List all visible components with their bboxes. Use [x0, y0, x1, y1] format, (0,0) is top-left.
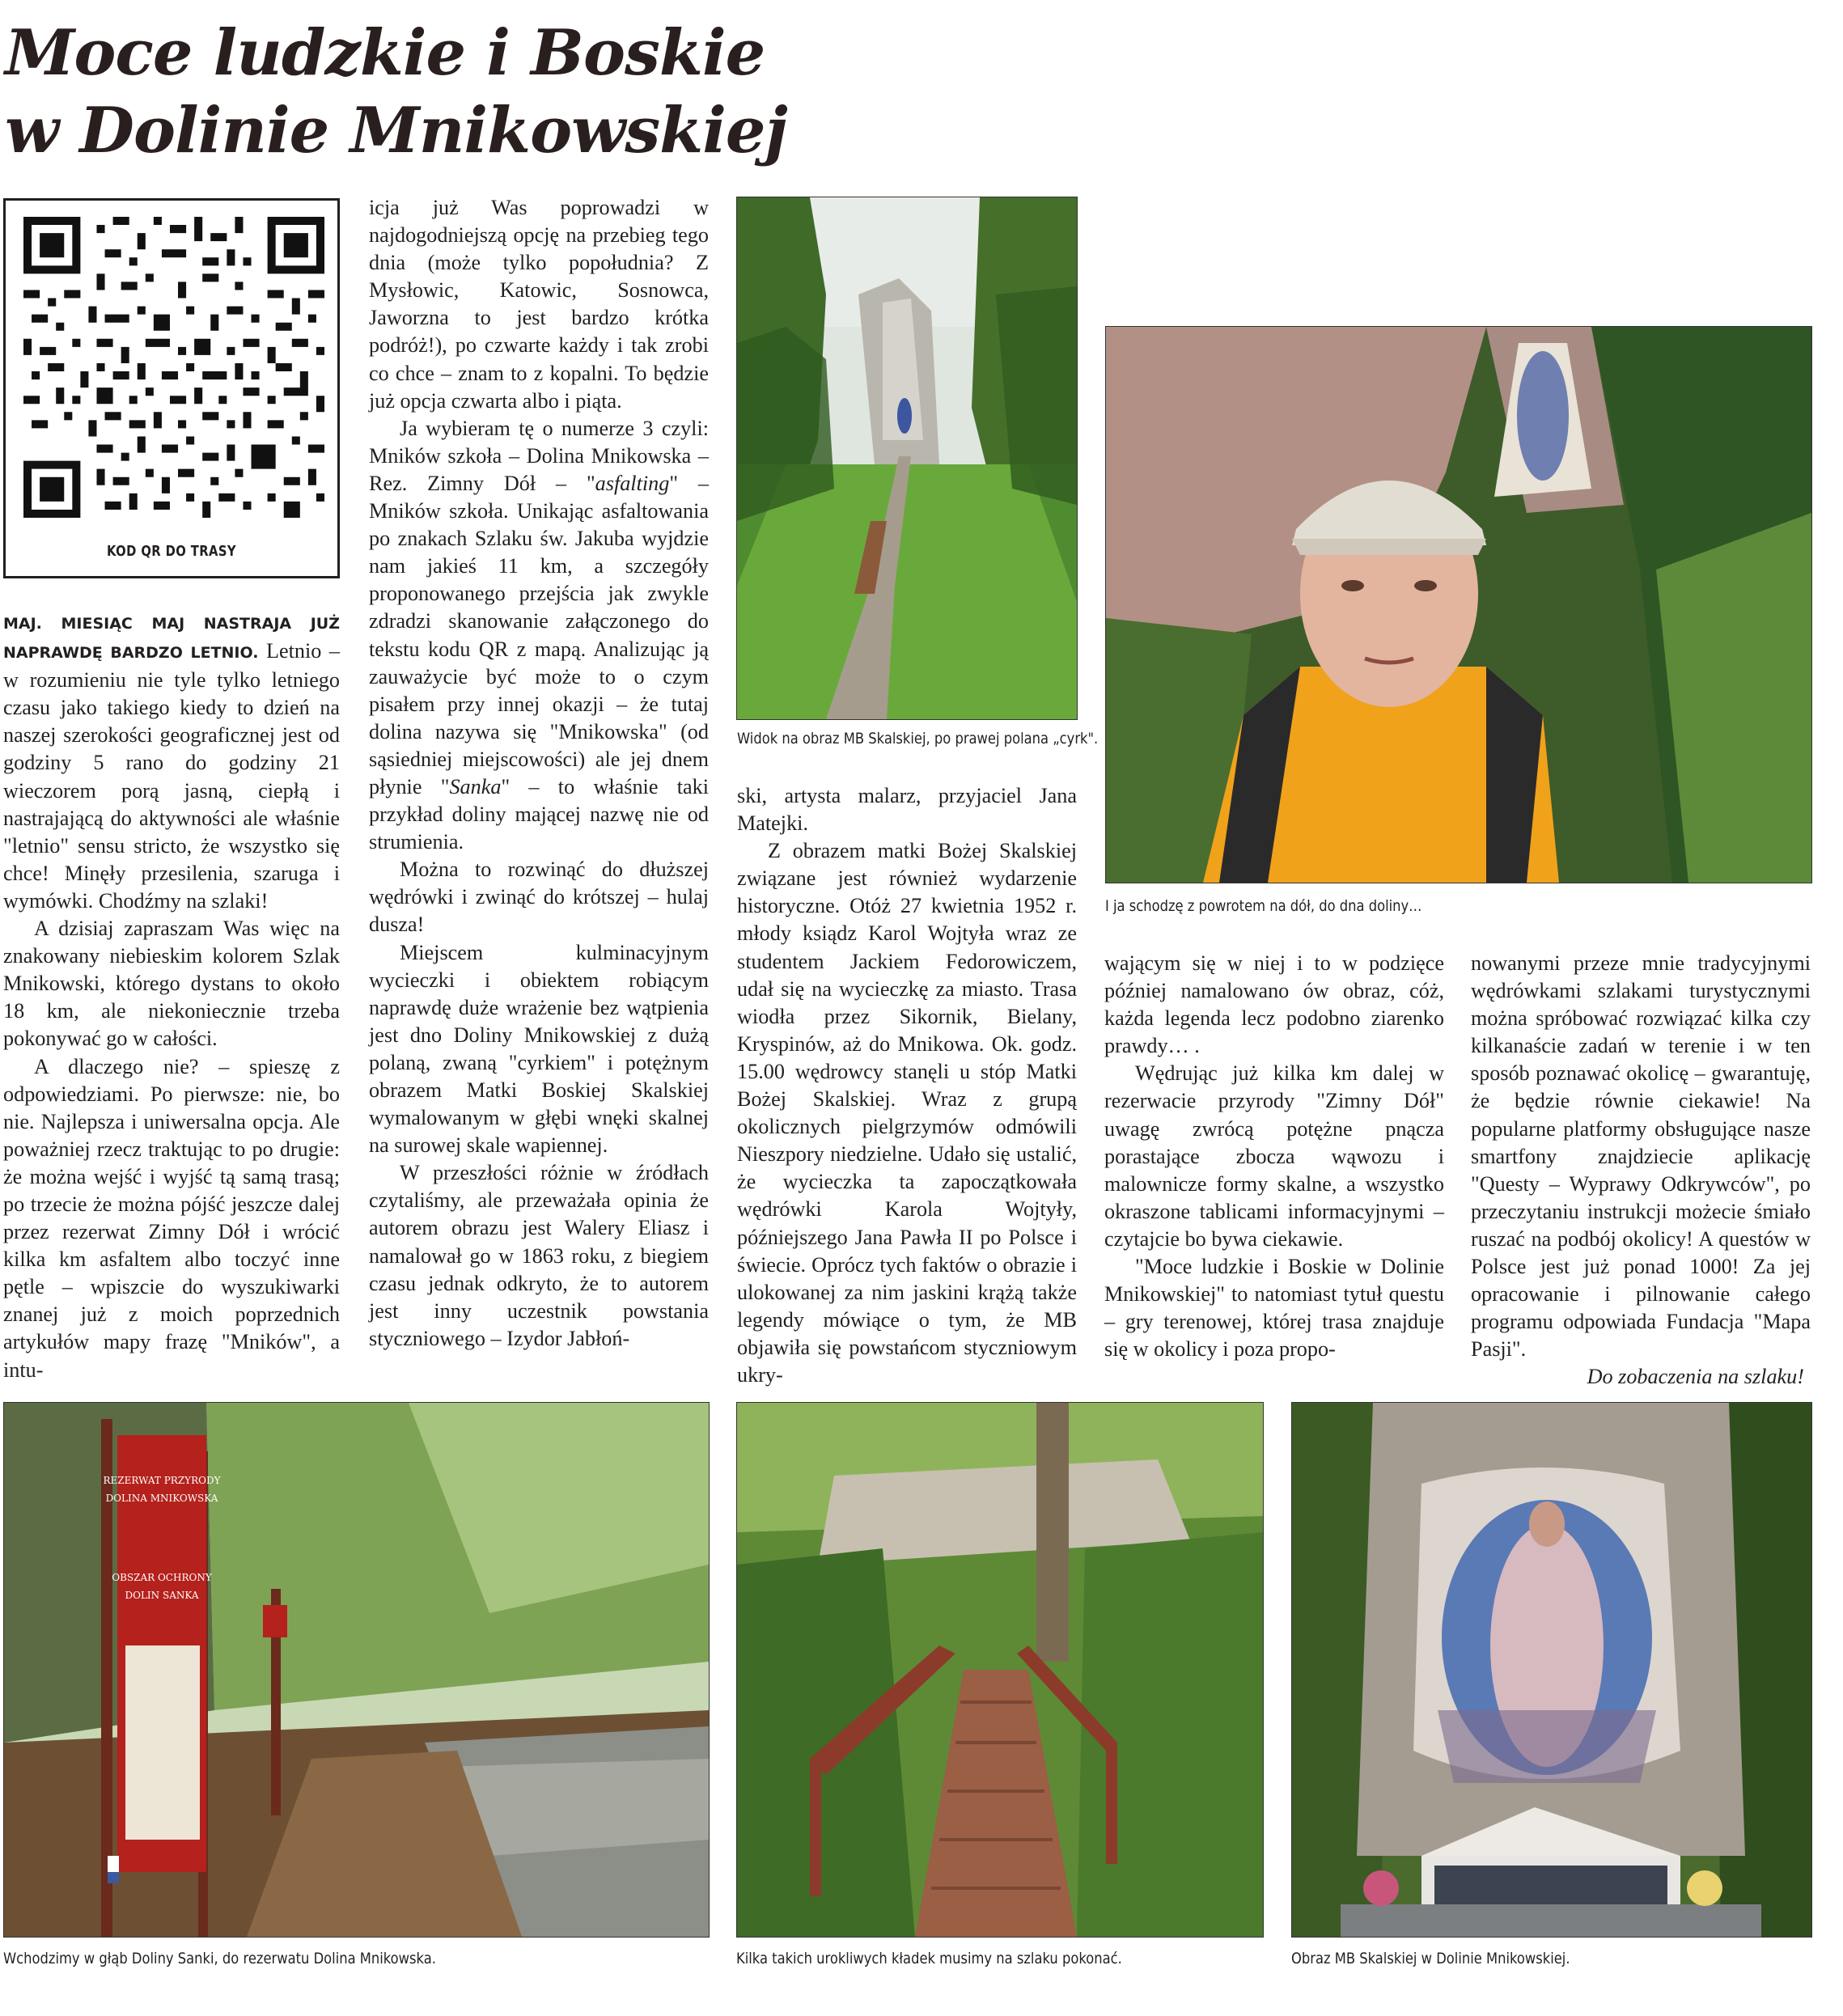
sign-text-3: OBSZAR OCHRONY — [112, 1572, 212, 1583]
paragraph: nowanymi przeze mnie tradycyjnymi wędrówkami szlakami turystycznymi można spróbować rozwiązać kilka czy kilkanaście zadań w terenie i w ten sposób poznawać okolicę – gwarantuję, że będzie równie ciekawie! Na popularne platformy obsługujące nasze smartfony znajdziecie aplikację "Questy – Wyprawy Odkrywców", po przeczytaniu instrukcji możecie śmiało ruszać na podbój okolicy! A questów w Polsce jest już ponad 1000! Za jej opracowanie i pilnowanie całego programu odpowiada Fundacja "Mapa Pasji". — [1471, 951, 1811, 1362]
paragraph: ski, artysta malarz, przyjaciel Jana Matejki. — [737, 784, 1077, 836]
paragraph: "Moce ludzkie i Boskie w Dolinie Mnikowskiej" to natomiast tytuł questu – gry terenowej, której trasa znajduje się w okolicy i poza propo- — [1104, 1255, 1444, 1362]
caption-bridge: Kilka takich urokliwych kładek musimy na szlaku pokonać. — [736, 1950, 1122, 1967]
article-column-3 — [737, 782, 1077, 1389]
title-line-1: Moce ludzkie i Boskie — [5, 16, 765, 90]
qr-code-box — [3, 198, 340, 578]
article-column-5 — [1471, 950, 1811, 1391]
paragraph: Wędrując już kilka km dalej w rezerwacie przyrody "Zimny Dół" uwagę zwrócą potężne pnącza porastające zbocza wąwozu i malownicze formy skalne, a wszystko okraszone tablicami informacyjnymi – czytajcie bo bywa ciekawie. — [1104, 1061, 1444, 1251]
photo-bridge — [736, 1402, 1264, 1938]
caption-reserve: Wchodzimy w głąb Doliny Sanki, do rezerwatu Dolina Mnikowska. — [3, 1950, 436, 1967]
caption-valley: Widok na obraz MB Skalskiej, po prawej polana „cyrk". — [737, 730, 1099, 748]
article-column-2 — [369, 194, 709, 1353]
valley-illustration — [737, 197, 1077, 719]
selfie-illustration — [1106, 327, 1811, 883]
paragraph: Można to rozwinąć do dłuższej wędrówki i zwinąć do krótszej – hulaj dusza! — [369, 858, 709, 937]
paragraph: Z obrazem matki Bożej Skalskiej związane jest również wydarzenie historyczne. Otóż 27 kwietnia 1952 r. młody ksiądz Karol Wojtyła wraz ze studentem Jackiem Fedorowiczem, udał się na wycieczkę za miasto. Trasa wiodła przez Sikornik, Bielany, Kryspinów, aż do Mnikowa. Ok. godz. 15.00 wędrowcy stanęli u stóp Matki Bożej Skalskiej. Wraz z grupą okolicznych pielgrzymów odmówili Nieszpory niedzielne. Udało się ustalić, że wycieczka ta zapoczątkowała wędrówki Karola Wojtyły, późniejszego Jana Pawła II po Polsce i świecie. Oprócz tych faktów o obrazie i ulokowanej za nim jaskini krążą także legendy mówiące o tym, że MB objawiła się powstańcom styczniowym ukry- — [737, 839, 1077, 1387]
photo-selfie — [1105, 326, 1812, 883]
qr-code-image — [23, 217, 324, 518]
bridge-illustration — [737, 1403, 1263, 1937]
reserve-illustration — [4, 1403, 709, 1937]
signoff: Do zobaczenia na szlaku! — [1587, 1365, 1804, 1389]
paragraph: Ja wybieram tę o numerze 3 czyli: Mników szkoła – Dolina Mnikowska – Rez. Zimny Dół – "asfalting" – Mników szkoła. Unikając asfaltowania po znakach Szlaku św. Jakuba wyjdzie nam jakieś 11 km, a szczegóły proponowanego przejścia jak zwykle zdradzi skanowanie załączonego do tekstu kodu QR z mapą. Analizując ją zauważycie być może to o czym pisałem przy innej okazji – że tutaj dolina nazywa się "Mnikowska" (od sąsiedniej miejscowości) ale jej dnem płynie "Sanka" – to właśnie taki przykład doliny mającej nazwę nie od strumienia. — [369, 416, 709, 854]
paragraph: MAJ. MIESIĄC MAJ NASTRAJA JUŻ NAPRAWDĘ BARDZO LETNIO. Letnio – w rozumieniu nie tyle tylko letniego czasu jako takiego kiedy to dzień na naszej szerokości geograficznej jest od godziny 5 rano do godziny 21 wieczorem porą jasną, ciepłą i nastrajającą do aktywności ale właśnie "letnio" sensu stricto, że wszystko się chce! Minęły przesilenia, szaruga i wymówki. Chodźmy na szlaki! — [3, 615, 341, 913]
paragraph: wającym się w niej i to w podzięce później namalowano ów obraz, cóż, każda legenda lecz podobno ziarenko prawdy… . — [1104, 951, 1444, 1058]
article-column-1 — [3, 608, 340, 1384]
photo-valley — [736, 197, 1078, 720]
paragraph: W przeszłości różnie w źródłach czytaliśmy, ale przeważała opinia że autorem obrazu jest Walery Eliasz i namalował go w 1863 roku, z biegiem czasu jednak odkryto, że to autorem jest inny uczestnik powstania styczniowego – Izydor Jabłoń- — [369, 1161, 709, 1350]
paragraph: Miejscem kulminacyjnym wycieczki i obiektem robiącym naprawdę duże wrażenie bez wątpienia jest dno Doliny Mnikowskiej z dużą polaną, zwaną "cyrkiem" i potężnym obrazem Matki Boskiej Skalskiej wymalowanym w głębi wnęki skalnej na surowej skale wapiennej. — [369, 940, 709, 1158]
sign-text-4: DOLIN SANKA — [125, 1590, 199, 1601]
paragraph: icja już Was poprowadzi w najdogodniejszą opcję na przebieg tego dnia (może tylko popołudnia? Z Mysłowic, Katowic, Sosnowca, Jaworzna to jest bardzo krótka podróż!), po czwarte każdy i tak zrobi co chce – znam to z kopalni. To będzie już opcja czwarta albo i piąta. — [369, 196, 709, 413]
article-title — [5, 15, 814, 170]
shrine-illustration — [1292, 1403, 1811, 1937]
article-column-4 — [1104, 950, 1444, 1363]
sign-text-1: REZERWAT PRZYRODY — [103, 1475, 221, 1486]
sign-text-2: DOLINA MNIKOWSKA — [105, 1493, 218, 1504]
title-line-2: w Dolinie Mnikowskiej — [5, 94, 787, 167]
caption-shrine: Obraz MB Skalskiej w Dolinie Mnikowskiej. — [1291, 1950, 1570, 1967]
photo-reserve — [3, 1402, 710, 1938]
lead-text: MAJ. MIESIĄC MAJ NASTRAJA JUŻ NAPRAWDĘ BARDZO LETNIO. — [3, 615, 340, 663]
caption-selfie: I ja schodzę z powrotem na dół, do dna doliny… — [1105, 897, 1422, 915]
paragraph: A dzisiaj zapraszam Was więc na znakowany niebieskim kolorem Szlak Mnikowski, którego dystans to około 18 km, ale niekoniecznie trzeba pokonywać go w całości. — [3, 917, 340, 1051]
qr-caption: KOD QR DO TRASY — [106, 543, 237, 560]
paragraph: A dlaczego nie? – spieszę z odpowiedziami. Po pierwsze: nie, bo nie. Najlepsza i uniwersalna opcja. Ale poważniej rzecz traktując to po drugie: że można wejść i wyjść tą samą trasą; po trzecie że można pójść jeszcze dalej przez rezerwat Zimny Dół i wrócić kilka km asfaltem albo toczyć inne pętle – wpiszcie do wyszukiwarki znanej już z moich poprzednich artykułów mapy frazę "Mników", a intu- — [3, 1054, 340, 1382]
photo-shrine — [1291, 1402, 1812, 1938]
